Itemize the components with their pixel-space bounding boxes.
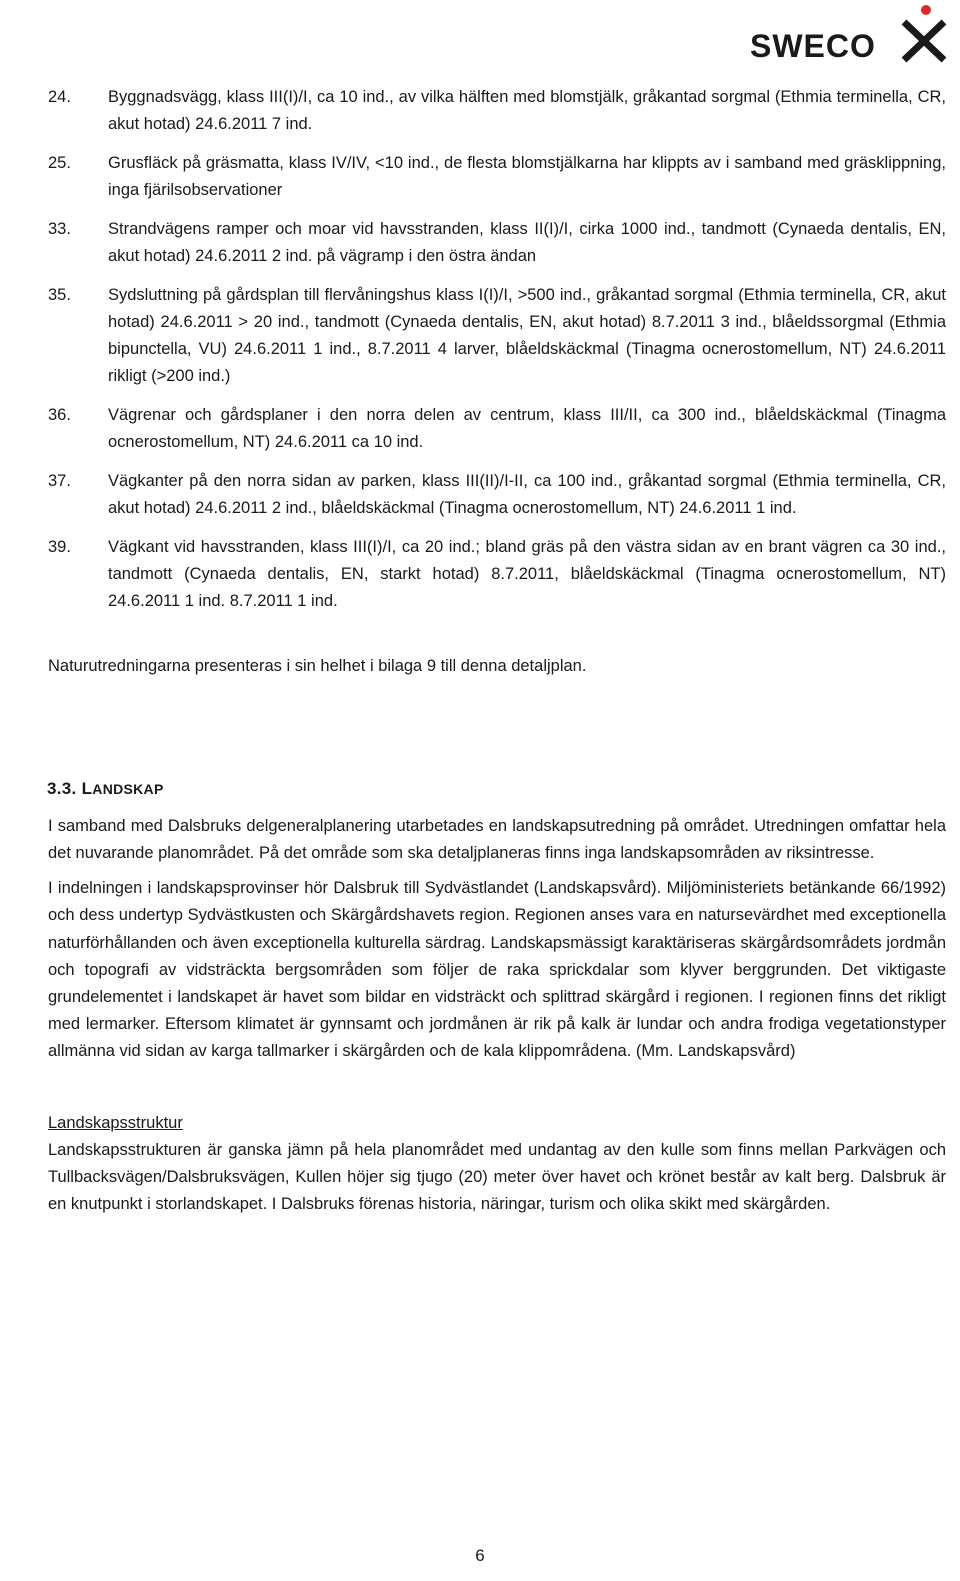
item-number: 35. <box>48 285 71 304</box>
list-item <box>48 534 946 616</box>
list-item <box>48 150 946 204</box>
item-number: 36. <box>48 406 71 425</box>
summary-text: Naturutredningarna presenteras i sin helhet i bilaga 9 till denna detaljplan. <box>48 657 587 676</box>
item-text: Strandvägens ramper och moar vid havsstranden, klass II(I)/I, cirka 1000 ind., tandmott (Cynaeda dentalis, EN, akut hotad) 24.6.2011 2 ind. på vägramp i den östra ändan <box>108 219 946 266</box>
section-number: 3.3. <box>47 778 77 798</box>
item-number: 39. <box>48 537 71 556</box>
sweco-logo <box>750 4 950 64</box>
page-number: 6 <box>475 1546 485 1565</box>
item-number: 24. <box>48 88 71 106</box>
logo-text: SWECO <box>750 28 876 64</box>
item-text: Vägrenar och gårdsplaner i den norra delen av centrum, klass III/II, ca 300 ind., blåeldskäckmal (Tinagma ocnerostomellum, NT) 24.6.2011 ca 10 ind. <box>108 406 946 452</box>
document-body <box>48 84 946 1219</box>
paragraph: Landskapsstrukturen är ganska jämn på hela planområdet med undantag av den kulle som finns mellan Parkvägen och Tullbacksvägen/Dalsbruksvägen, Kullen höjer sig tjugo (20) meter över havet och krönet består av kalt berg. Dalsbruk är en knutpunkt i storlandskapet. I Dalsbruks förenas historia, näringar, turism och olika skikt med skärgården. <box>48 1140 946 1214</box>
paragraph: I samband med Dalsbruks delgeneralplanering utarbetades en landskapsutredning på området. Utredningen omfattar hela det nuvarande planområdet. På det område som ska detaljplaneras finns inga landskapsområden av riksintresse. <box>48 816 946 863</box>
item-text: Sydsluttning på gårdsplan till flervåningshus klass I(I)/I, >500 ind., gråkantad sorgmal (Ethmia terminella, CR, akut hotad) 24.6.2011 > 20 ind., tandmott (Cynaeda dentalis, EN, akut hotad) 8.7.2011 3 ind., blåeldssorgmal (Ethmia bipunctella, VU) 24.6.2011 1 ind., 8.7.2011 4 larver, blåeldskäckmal (Tinagma ocnerostomellum, NT) 24.6.2011 rikligt (>200 ind.) <box>108 285 946 386</box>
section-title-rest: ANDSKAP <box>92 780 164 797</box>
item-number: 37. <box>48 471 71 490</box>
list-item <box>48 468 946 522</box>
paragraph: I indelningen i landskapsprovinser hör Dalsbruk till Sydvästlandet (Landskapsvård). Miljöministeriets betänkande 66/1992) och dess undertyp Sydvästkusten och Skärgårdshavets region. Regionen anses vara en natursevärdhet med exceptionella naturförhållanden och även exceptionella kulturella särdrag. Landskapsmässigt karaktäriseras skärgårdsområdets jordmån och topografi av vidsträckta bergsområden som följer de raka sprickdalar som klyver berggrunden. Det viktigaste grundelementet i landskapet är havet som bildar en vidsträckt och splittrad skärgård i regionen. I regionen finns det rikligt med lermarker. Eftersom klimatet är gynnsamt och jordmånen är rik på kalk är lundar och andra frodiga vegetationstyper allmänna vid sidan av karga tallmarker i skärgården och de kala klippområdena. (Mm. Landskapsvård) <box>48 879 946 1061</box>
list-item <box>48 282 946 391</box>
list-item <box>48 402 946 456</box>
sweco-x-icon <box>898 4 950 64</box>
list-item <box>48 84 946 138</box>
list-item <box>48 216 946 270</box>
item-text: Byggnadsvägg, klass III(I)/I, ca 10 ind., av vilka hälften med blomstjälk, gråkantad sorgmal (Ethmia terminella, CR, akut hotad) 24.6.2011 7 ind. <box>108 88 946 134</box>
section-title-initial: L <box>81 778 93 798</box>
item-text: Vägkanter på den norra sidan av parken, klass III(II)/I-II, ca 100 ind., gråkantad sorgmal (Ethmia terminella, CR, akut hotad) 24.6.2011 2 ind., blåeldskäckmal (Tinagma ocnerostomellum, NT) 24.6.2011 1 ind. <box>108 471 946 518</box>
item-number: 25. <box>48 153 71 172</box>
section-heading <box>47 775 946 803</box>
item-text: Vägkant vid havsstranden, klass III(I)/I, ca 20 ind.; bland gräs på den västra sidan av en brant vägren ca 30 ind., tandmott (Cynaeda dentalis, EN, starkt hotad) 8.7.2011, blåeldskäckmal (Tinagma ocnerostomellum, NT) 24.6.2011 1 ind. 8.7.2011 1 ind. <box>108 537 946 611</box>
item-text: Grusfläck på gräsmatta, klass IV/IV, <10 ind., de flesta blomstjälkarna har klippts av i samband med gräsklippning, inga fjärilsobservationer <box>108 153 946 200</box>
item-number: 33. <box>48 219 71 238</box>
subheading: Landskapsstruktur <box>48 1113 183 1132</box>
